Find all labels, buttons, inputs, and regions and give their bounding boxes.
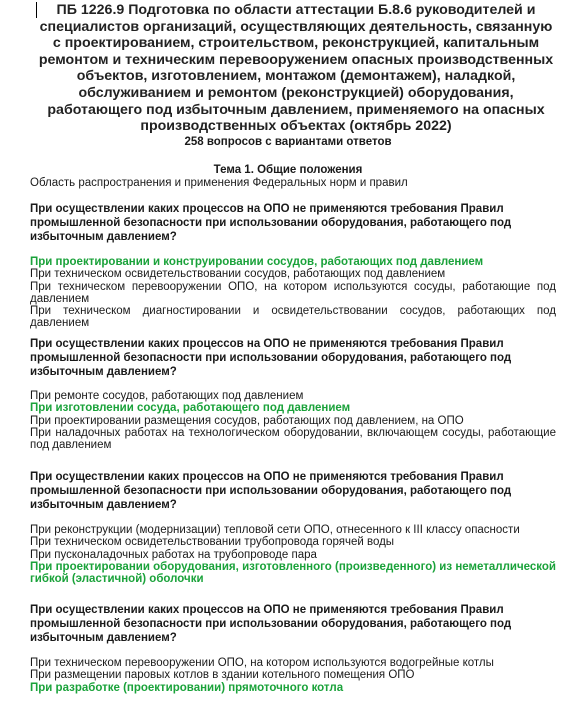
question-block xyxy=(30,202,556,244)
answer-option: При техническом освидетельствовании сосудов, работающих под давлением xyxy=(30,268,446,281)
answer-list xyxy=(30,390,556,451)
answer-correct: При проектировании и конструировании сосудов, работающих под давлением xyxy=(30,256,484,268)
question-text: При осуществлении каких процессов на ОПО не применяются требования Правил промышленной безопасности при использовании оборудования, работающего под избыточным давлением? xyxy=(30,203,512,243)
answer-option: При размещении паровых котлов в здании котельного помещения ОПО xyxy=(30,669,415,682)
topic-description: Область распространения и применения Федеральных норм и правил xyxy=(30,177,408,189)
answer-option: При реконструкции (модернизации) тепловой сети ОПО, отнесенного к III классу опасности xyxy=(30,524,520,536)
answer-list xyxy=(30,657,556,694)
answer-correct: При проектировании оборудования, изготовленного (произведенного) из неметаллической гибкой (эластичной) оболочки xyxy=(30,560,556,586)
document-title: ПБ 1226.9 Подготовка по области аттестации Б.8.6 руководителей и специалистов организаций, осуществляющих деятельность, связанную с проектированием, строительством, реконструкцией, капитальным ремонтом и техническим перевооружением опасных производственных объектов, изготовлением, монтажом (демонтажем), наладкой, обслуживанием и ремонтом (реконструкцией) оборудования, работающего под избыточным давлением, применяемого на опасных производственных объектах (октябрь 2022) xyxy=(38,2,554,135)
question-text: При осуществлении каких процессов на ОПО не применяются требования Правил промышленной безопасности при использовании оборудования, работающего под избыточным давлением? xyxy=(30,338,512,378)
answer-correct: При разработке (проектировании) прямоточного котла xyxy=(30,681,344,694)
question-block xyxy=(30,603,556,645)
answer-option: При ремонте сосудов, работающих под давлением xyxy=(30,390,304,402)
answer-list xyxy=(30,256,556,330)
answer-list xyxy=(30,524,556,585)
answer-option: При проектировании размещения сосудов, работающих под давлением, на ОПО xyxy=(30,414,464,427)
question-block xyxy=(30,470,556,512)
question-block xyxy=(30,337,556,379)
document-subtitle: 258 вопросов с вариантами ответов xyxy=(184,136,392,148)
topic-title: Тема 1. Общие положения xyxy=(213,164,363,176)
question-text: При осуществлении каких процессов на ОПО не применяются требования Правил промышленной безопасности при использовании оборудования, работающего под избыточным давлением? xyxy=(30,604,512,644)
answer-correct: При изготовлении сосуда, работающего под давлением xyxy=(30,402,351,415)
answer-option: При техническом перевооружении ОПО, на котором используются водогрейные котлы xyxy=(30,657,494,669)
answer-option: При наладочных работах на технологическом оборудовании, включающем сосуды, работающие под давлением xyxy=(30,426,556,452)
answer-option: При техническом перевооружении ОПО, на котором используются сосуды, работающие под давлением xyxy=(30,280,556,305)
answer-option: При техническом освидетельствовании трубопровода горячей воды xyxy=(30,536,395,549)
text-cursor xyxy=(36,2,37,18)
answer-option: При пусконаладочных работах на трубопроводе пара xyxy=(30,548,317,561)
question-text: При осуществлении каких процессов на ОПО не применяются требования Правил промышленной безопасности при использовании оборудования, работающего под избыточным давлением? xyxy=(30,471,512,511)
answer-option: При техническом диагностировании и освидетельствовании сосудов, работающих под давлением xyxy=(30,305,556,330)
